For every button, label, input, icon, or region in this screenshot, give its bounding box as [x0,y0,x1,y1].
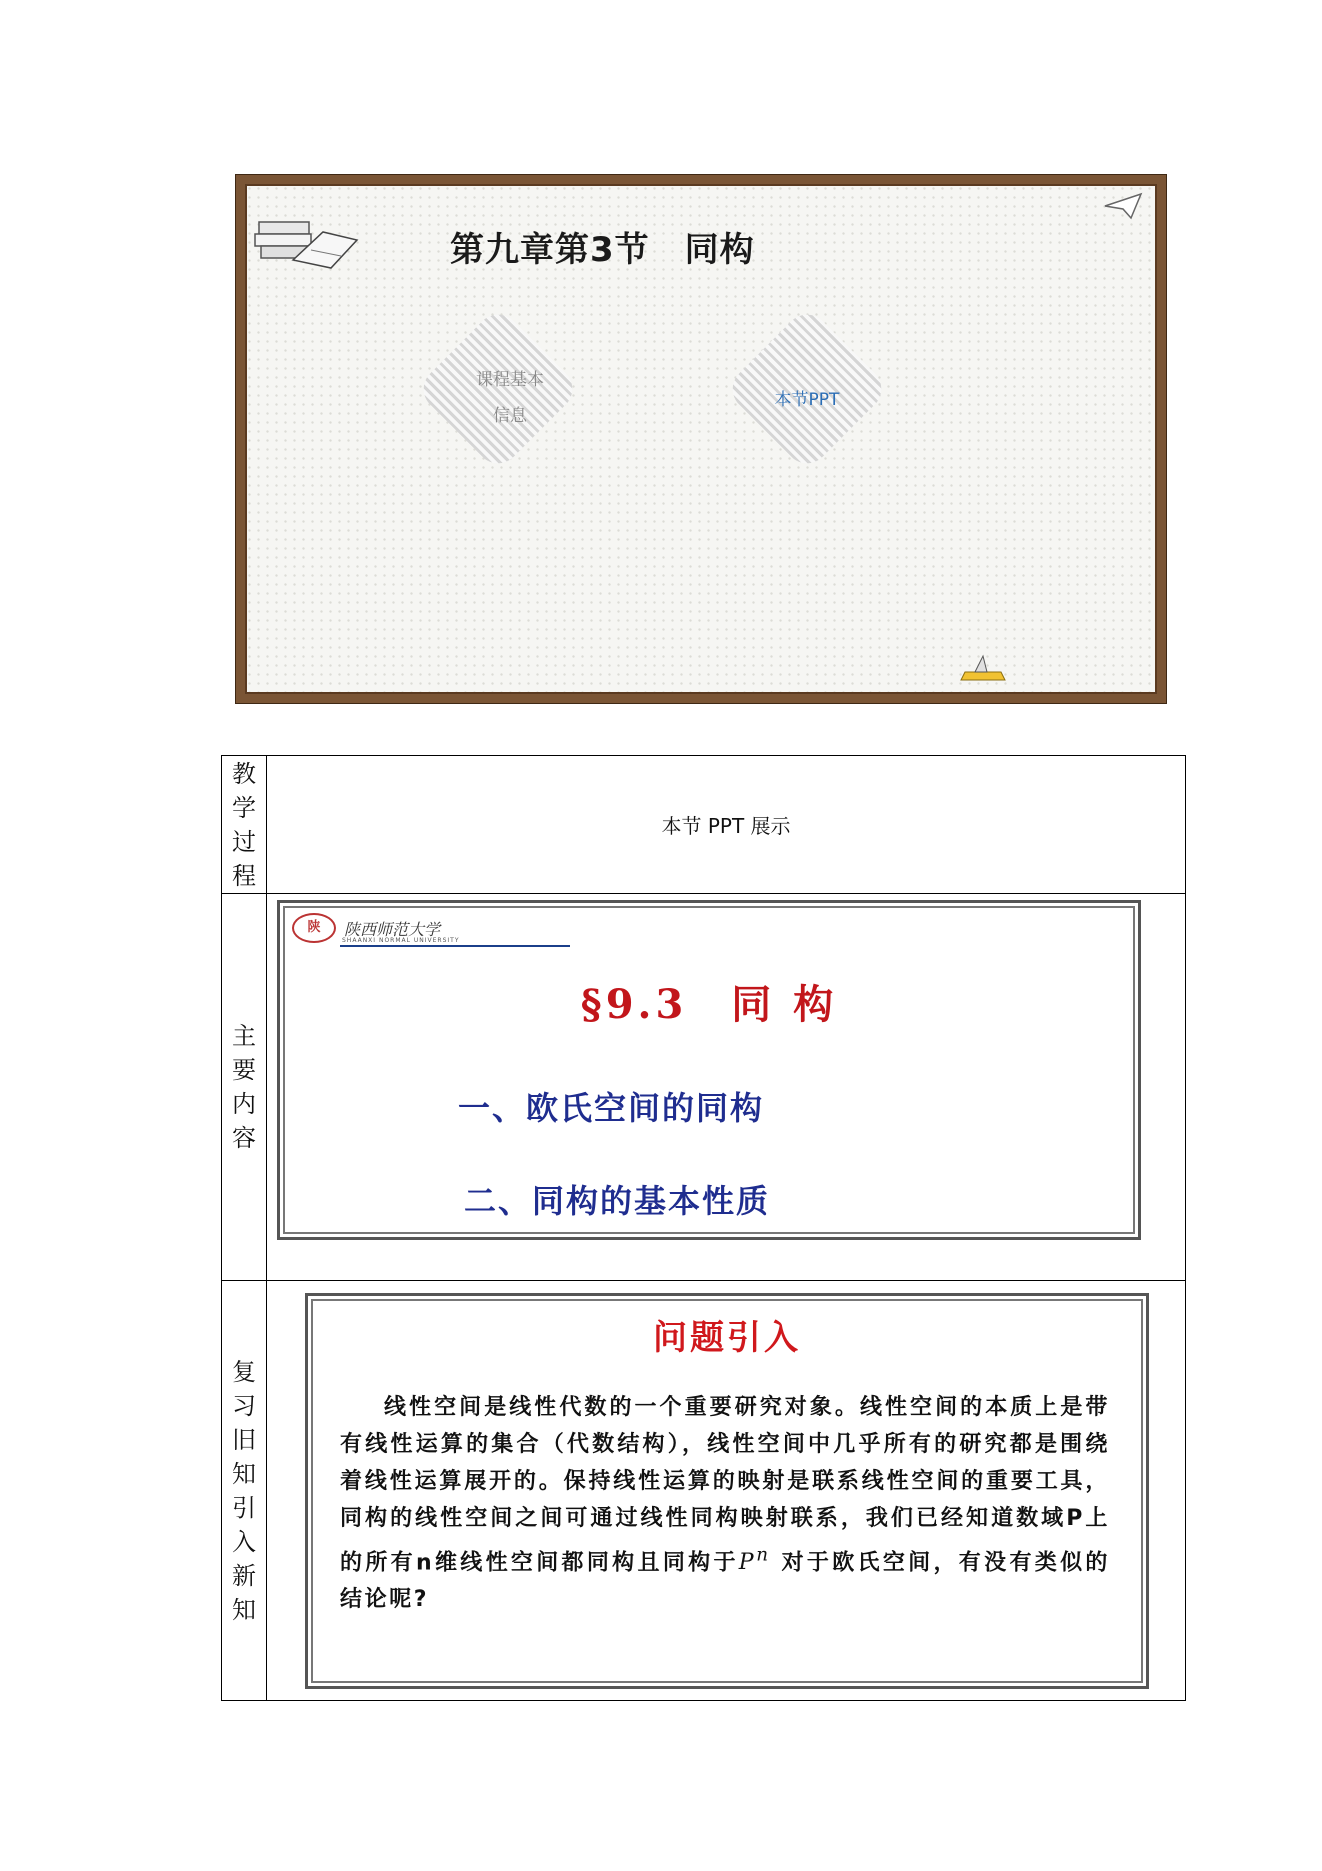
paper-plane-icon [1103,192,1143,222]
problem-title: 问题引入 [653,1318,801,1358]
course-info-line2: 信息 [493,406,527,426]
row-label-main-content: 主 要 内 容 [222,894,267,1281]
university-name-en: SHAANXI NORMAL UNIVERSITY [342,937,460,944]
slide-title: §9.3 同 构 [580,981,838,1028]
row-label-review: 复 习 旧 知 引 入 新 知 [222,1281,267,1701]
books-icon [253,212,363,272]
logo-divider [340,945,570,947]
ppt-link[interactable]: 本节PPT [774,390,840,410]
board-title: 第九章第3节 同构 [450,230,755,270]
problem-slide [305,1293,1149,1689]
problem-text: 线性空间是线性代数的一个重要研究对象。线性空间的本质上是带有线性运算的集合（代数结构），线性空间中几乎所有的研究都是围绕着线性运算展开的。保持线性运算的映射是联系线性空间的重要工具，同构的线性空间之间可通过线性同构映射联系，我们已经知道数域P上的所有n维线性空间都同构且同构于$P^n$ 对于欧氏空间，有没有类似的结论呢? [340,1395,1111,1613]
pencil-ruler-icon [957,654,1009,684]
outline-item-1: 一、欧氏空间的同构 [458,1089,765,1127]
university-name: 陕西师范大学 [344,919,441,939]
outline-item-2: 二、同构的基本性质 [464,1182,771,1220]
lesson-table [221,755,1186,1701]
course-info-line1: 课程基本 [476,370,544,390]
row-label-teaching-process: 教 学 过 程 [222,756,267,894]
university-seal: 陕 [292,913,336,943]
title-slide [277,900,1141,1240]
course-board [236,175,1166,703]
ppt-display-heading: 本节 PPT 展示 [267,756,1186,894]
course-info-label[interactable] [445,362,575,434]
math-p: $P^n$ [738,1545,771,1576]
